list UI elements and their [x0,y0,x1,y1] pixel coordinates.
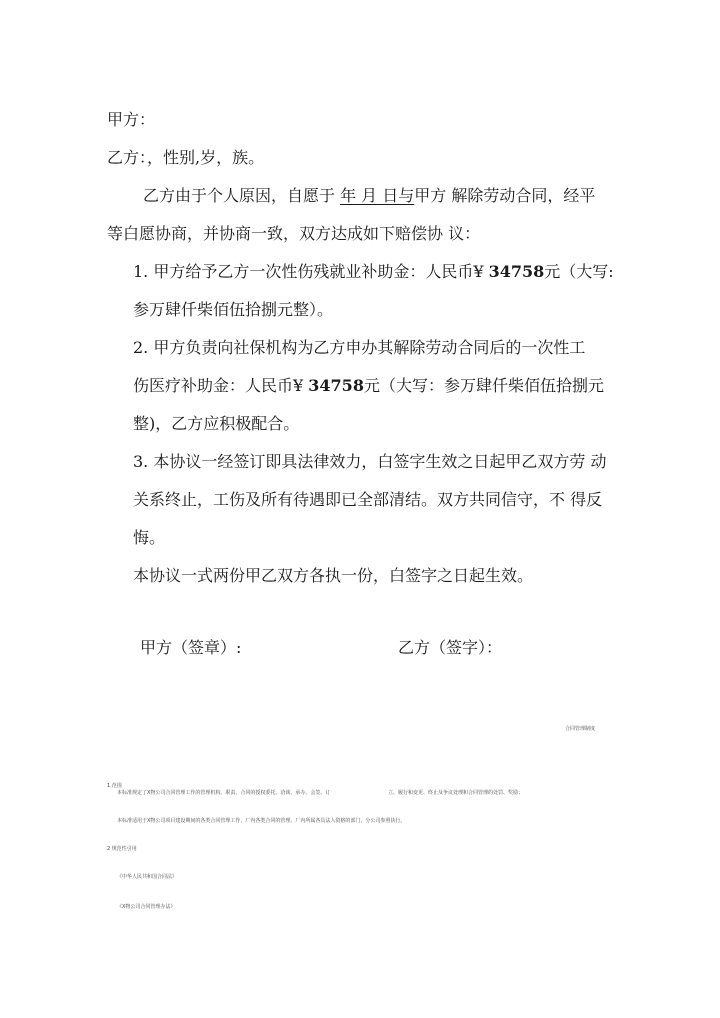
signature-a [140,638,241,658]
intro-line-1 [143,186,595,206]
clause-3-line-1-text: 3. 本协议一经签订即具法律效力，白签字生效之日起甲乙双方劳 动 [133,452,607,471]
party-a-line [107,110,155,130]
clause-3-line-2-text: 关系终止，工伤及所有待遇即已全部清结。双方共同信守，不 得反 [133,490,603,509]
date-blank: 年 月 日与 [340,186,415,205]
clause-1-amount: 34758 [488,262,545,281]
clause-2-post: 元（大写：参万肆仟柴佰伍拾捌元 [363,376,604,395]
closing-line [133,566,533,586]
clause-2-line-3 [133,414,299,434]
footer-tag: 合同管理制度 [565,726,596,732]
party-b-line [107,148,264,168]
footer-s1-line1a: 本标准规定了X物公司合同管理工作的管理机构、职责、合同的授权委托、洽谈、承办、会签、订 [117,790,331,796]
clause-3-line-1 [133,452,606,472]
signature-b [398,638,502,658]
intro-line-2 [107,224,480,244]
clause-1-line-2 [133,300,333,320]
clause-3-line-2 [133,490,602,510]
intro-post: 甲方 解除劳动合同，经平 [414,186,596,205]
clause-1-pre: 1. 甲方给予乙方一次性伤残就业补助金：人民币¥ [133,262,489,281]
footer-s2-title: 2 规范性引用 [107,846,137,852]
signature-b-label: 乙方（签字）： [398,638,503,657]
clause-3-line-3-text: 悔。 [133,528,166,547]
clause-2-amount: 34758 [308,376,364,395]
party-a-label: 甲方： [107,110,156,129]
footer-s1-line2: 本标准适用于X物公司项目建设期间的各类合同管理工作，厂内各类合同的管理、厂内所属各具法人资格的部门，分公司参照执行。 [117,818,406,824]
footer-s1-title: 1 范围 [107,783,122,789]
clause-2-line-2 [133,376,604,396]
clause-3-line-3 [133,528,165,548]
intro-pre: 乙方由于个人原因，自愿于 [143,186,341,205]
intro-line-2-text: 等白愿协商，并协商一致，双方达成如下赔偿协 议： [107,224,481,243]
footer-s2-item2: 《X物公司合同管理办法》 [117,904,176,910]
clause-2-pre: 伤医疗补助金：人民币¥ [133,376,309,395]
clause-2-line-1-text: 2. 甲方负责向社保机构为乙方申办其解除劳动合同后的一次性工 [133,338,586,357]
footer-s1-line1b: 立、履行和变更、终止及争议处理和合同管理的处罚、奖励； [388,790,524,796]
clause-1-post: 元（大写: [544,262,614,281]
signature-a-label: 甲方（签章）: [140,638,242,657]
footer-s2-item1: 《中华人民共和国合同法》 [117,874,178,880]
party-b-label: 乙方：，性别,岁，族。 [107,148,265,167]
clause-1-line-2-text: 参万肆仟柴佰伍拾捌元整）。 [133,300,334,319]
clause-1-line-1 [133,262,614,282]
closing-text: 本协议一式两份甲乙双方各执一份，白签字之日起生效。 [133,566,534,585]
clause-2-line-3-text: 整)，乙方应积极配合。 [133,414,300,433]
clause-2-line-1 [133,338,585,358]
